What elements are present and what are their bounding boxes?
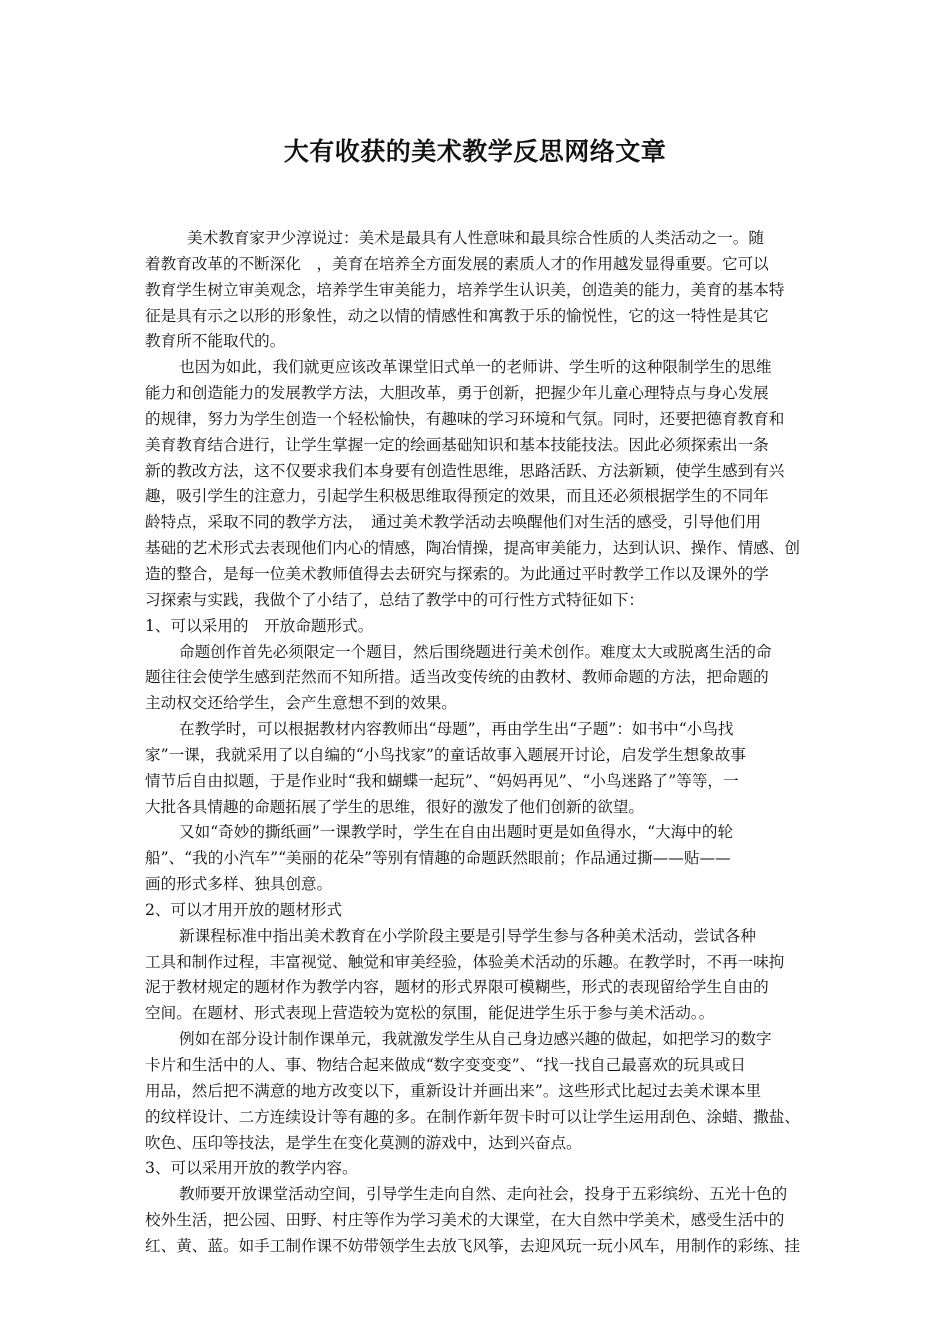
text-line: 造的整合，是每一位美术教师值得去去研究与探索的。为此通过平时教学工作以及课外的学 [145, 564, 769, 583]
text-line: 工具和制作过程，丰富视觉、触觉和审美经验，体验美术活动的乐趣。在教学时，不再一味拘 [145, 952, 785, 971]
text-line: 的纹样设计、二方连续设计等有趣的多。在制作新年贺卡时可以让学生运用刮色、涂蜡、撒盐、 [145, 1107, 800, 1126]
text-line: 泥于教材规定的题材作为教学内容，题材的形式界限可模糊些，形式的表现留给学生自由的 [145, 978, 769, 997]
text-line: 龄特点，采取不同的教学方法， 通过美术教学活动去唤醒他们对生活的感受，引导他们用 [145, 513, 761, 532]
document-body [145, 226, 813, 1260]
document-title: 大有收获的美术教学反思网络文章 [283, 137, 667, 166]
text-line: 情节后自由拟题，于是作业时“我和蝴蝶一起玩”、“妈妈再见”、“小鸟迷路了”等等，一 [145, 771, 739, 790]
text-line: 在教学时，可以根据教材内容教师出“母题”，再由学生出“子题”：如书中“小鸟找 [179, 720, 734, 739]
text-line: 主动权交还给学生，会产生意想不到的效果。 [145, 694, 457, 713]
section-heading: 3、可以采用开放的教学内容。 [145, 1159, 358, 1178]
section-heading: 1、可以采用的 开放命题形式。 [145, 616, 374, 635]
text-line: 大批各具情趣的命题拓展了学生的思维，很好的激发了他们创新的欲望。 [145, 797, 645, 816]
text-line: 的规律，努力为学生创造一个轻松愉快，有趣味的学习环境和气氛。同时，还要把德育教育和 [145, 409, 785, 428]
text-line: 命题创作首先必须限定一个题目，然后围绕题进行美术创作。难度太大或脱离生活的命 [179, 642, 772, 661]
text-line: 美育教育结合进行，让学生掌握一定的绘画基础知识和基本技能技法。因此必须探索出一条 [145, 435, 769, 454]
text-line: 趣，吸引学生的注意力，引起学生积极思维取得预定的效果，而且还必须根据学生的不同年 [145, 487, 769, 506]
text-line: 着教育改革的不断深化 ，美育在培养全方面发展的素质人才的作用越发显得重要。它可以 [145, 254, 769, 273]
text-line: 吹色、压印等技法，是学生在变化莫测的游戏中，达到兴奋点。 [145, 1133, 582, 1152]
text-line: 卡片和生活中的人、事、物结合起来做成“数字变变变”、“找一找自己最喜欢的玩具或日 [145, 1056, 746, 1074]
text-line: 红、黄、蓝。如手工制作课不妨带领学生去放飞风筝，去迎风玩一玩小风车，用制作的彩练、挂 [145, 1236, 800, 1255]
text-line: 校外生活，把公园、田野、村庄等作为学习美术的大课堂，在大自然中学美术，感受生活中的 [145, 1211, 785, 1230]
text-line: 题往往会使学生感到茫然而不知所措。适当改变传统的由教材、教师命题的方法，把命题的 [145, 668, 769, 687]
text-line: 教育学生树立审美观念，培养学生审美能力，培养学生认识美，创造美的能力，美育的基本特 [145, 280, 785, 299]
text-line: 例如在部分设计制作课单元，我就激发学生从自己身边感兴趣的做起，如把学习的数字 [179, 1030, 772, 1049]
text-line: 能力和创造能力的发展教学方法，大胆改革，勇于创新，把握少年儿童心理特点与身心发展 [145, 384, 769, 403]
text-line: 家”一课，我就采用了以自编的“小鸟找家”的童话故事入题展开讨论，启发学生想象故事 [145, 745, 746, 764]
section-heading: 2、可以才用开放的题材形式 [145, 900, 343, 919]
text-line: 征是具有示之以形的形象性，动之以情的情感性和寓教于乐的愉悦性，它的这一特性是其它 [145, 306, 769, 325]
text-line: 又如“奇妙的撕纸画”一课教学时，学生在自由出题时更是如鱼得水，“大海中的轮 [179, 823, 734, 842]
text-line: 船”、“我的小汽车”“美丽的花朵”等别有情趣的命题跃然眼前；作品通过撕——贴—— [145, 849, 731, 868]
text-line: 新课程标准中指出美术教育在小学阶段主要是引导学生参与各种美术活动，尝试各种 [179, 926, 756, 945]
text-line: 教育所不能取代的。 [145, 332, 286, 351]
text-line: 基础的艺术形式去表现他们内心的情感，陶冶情操，提高审美能力，达到认识、操作、情感、创 [145, 539, 800, 558]
text-line: 美术教育家尹少淳说过：美术是最具有人性意味和最具综合性质的人类活动之一。随 [187, 229, 764, 247]
text-line: 空间。在题材、形式表现上营造较为宽松的氛围，能促进学生乐于参与美术活动。。 [145, 1004, 715, 1023]
text-line: 新的教改方法，这不仅要求我们本身要有创造性思维，思路活跃、方法新颖，使学生感到有兴 [145, 461, 785, 480]
text-line: 画的形式多样、独具创意。 [145, 875, 333, 894]
text-line: 也因为如此，我们就更应该改革课堂旧式单一的老师讲、学生听的这种限制学生的思维 [179, 358, 772, 377]
text-line: 习探索与实践，我做个了小结了，总结了教学中的可行性方式特征如下： [145, 590, 645, 609]
text-line: 用品，然后把不满意的地方改变以下，重新设计并画出来”。这些形式比起过去美术课本里 [145, 1081, 762, 1100]
text-line: 教师要开放课堂活动空间，引导学生走向自然、走向社会，投身于五彩缤纷、五光十色的 [179, 1185, 788, 1204]
